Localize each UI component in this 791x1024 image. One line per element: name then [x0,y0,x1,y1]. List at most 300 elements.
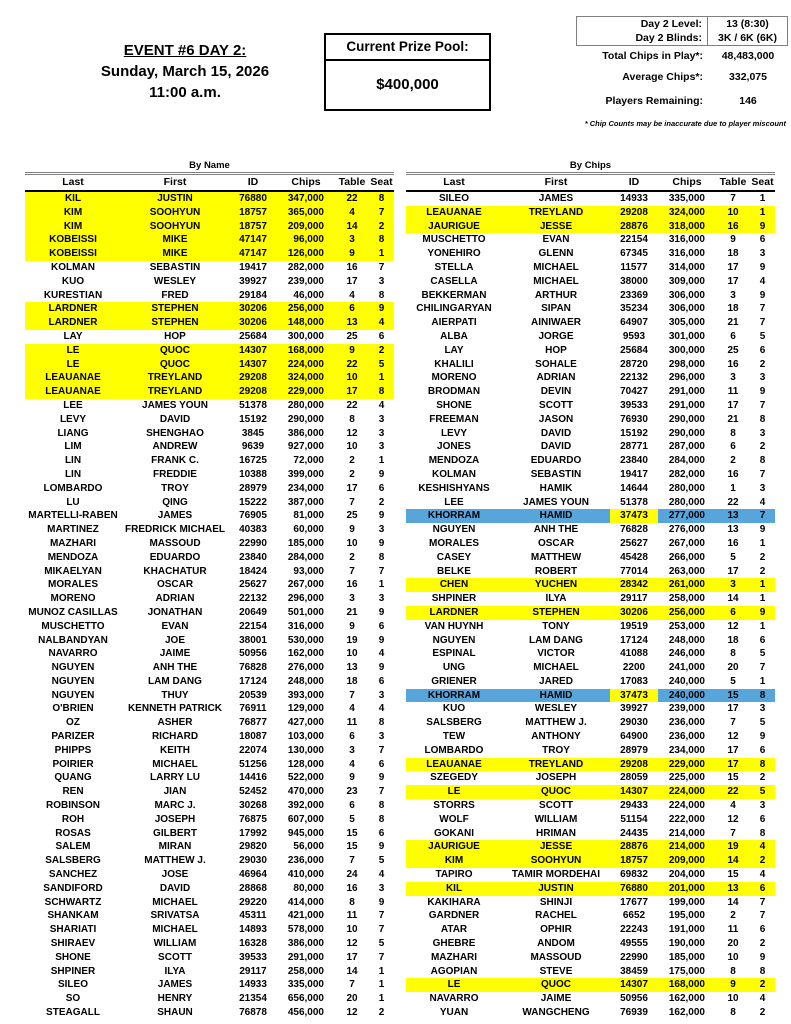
cell-id: 50956 [239,648,267,660]
cell-seat: 2 [750,854,775,868]
cell-chips: 309,000 [668,275,705,287]
table-row [406,661,775,675]
cell-last: KURESTIAN [43,289,103,301]
cell-id: 19417 [620,468,648,480]
header-row [406,174,775,192]
col-header-chips: Chips [277,174,335,192]
table-row [25,882,394,896]
col-header-id: ID [229,174,277,192]
cell-table: 5 [730,551,736,563]
cell-seat: 8 [378,551,385,563]
cell-id: 51378 [239,399,267,411]
cell-first: HOP [164,330,186,342]
cell-table: 16 [346,261,358,273]
cell-table: 23 [346,786,358,798]
cell-first: MIKE [121,247,229,261]
cell-table: 11 [727,386,739,398]
cell-last: SALEM [55,841,91,853]
cell-table: 21 [346,606,358,618]
cell-first: AINIWAER [531,317,581,329]
cell-table: 17 [727,399,739,411]
cell-last: LOMBARDO [43,482,103,494]
cell-id: 30206 [229,302,277,316]
cell-chips: 258,000 [287,965,324,977]
cell-id: 41088 [620,648,648,660]
cell-table: 16 [727,537,739,549]
cell-table: 16 [727,468,739,480]
cell-table: 24 [346,869,358,881]
by-chips-body [406,191,775,1020]
cell-seat: 6 [759,634,766,646]
cell-chips: 234,000 [287,482,324,494]
cell-first: MICHAEL [152,896,198,908]
cell-first: HENRY [157,993,193,1005]
cell-seat: 4 [759,993,766,1005]
cell-seat: 2 [369,220,394,234]
cell-id: 37473 [610,689,658,703]
cell-table: 4 [349,289,355,301]
cell-first: MATTHEW J. [525,717,587,729]
header-row [25,174,394,192]
table-row [406,523,775,537]
cell-chips: 162,000 [287,648,324,660]
cell-first: FREDRICK MICHAEL [125,524,225,536]
cell-seat: 7 [378,786,385,798]
cell-first: MASSOUD [530,951,582,963]
cell-last: REN [62,786,84,798]
cell-chips: 291,000 [668,386,705,398]
cell-last: MORENO [50,593,96,605]
cell-chips: 267,000 [668,537,705,549]
cell-id: 22132 [620,372,648,384]
cell-seat: 5 [750,785,775,799]
col-header-table: Table [716,174,750,192]
table-row [406,840,775,854]
cell-last: NAVARRO [48,648,98,660]
cell-first: DAVID [540,441,572,453]
table-row [25,247,394,261]
cell-seat: 7 [369,206,394,220]
cell-first: STEPHEN [502,606,610,620]
cell-id: 67345 [620,248,648,260]
cell-seat: 1 [378,979,385,991]
table-row [25,909,394,923]
cell-last: SANCHEZ [48,869,98,881]
cell-id: 29117 [239,965,267,977]
cell-seat: 6 [378,827,385,839]
cell-last: LIN [64,468,82,480]
cell-last: SILEO [57,979,88,991]
cell-seat: 7 [759,317,766,329]
table-row [406,675,775,689]
cell-table: 17 [727,703,739,715]
cell-table: 21 [727,317,739,329]
cell-id: 25684 [620,344,648,356]
table-row [406,316,775,330]
prize-pool-label: Current Prize Pool: [326,35,489,61]
table-row [406,344,775,358]
cell-seat: 3 [378,413,385,425]
blinds-row [577,31,787,45]
cell-chips: 263,000 [668,565,705,577]
cell-first: JAMES YOUN [523,496,589,508]
cell-table: 5 [349,813,355,825]
table-row [406,289,775,303]
table-row [406,1006,775,1020]
cell-seat: 4 [369,316,394,330]
cell-chips: 410,000 [287,869,324,881]
cell-first: SRIVATSA [150,910,200,922]
cell-first: JAIME [159,648,191,660]
cell-last: MAZHARI [49,537,97,549]
level-label: Day 2 Level: [640,18,702,30]
cell-seat: 6 [750,882,775,896]
cell-id: 30268 [239,800,267,812]
table-row [406,813,775,827]
cell-last: POIRIER [52,758,94,770]
table-row [25,647,394,661]
cell-table: 7 [730,827,736,839]
cell-id: 28876 [610,220,658,234]
cell-last: ROH [61,813,85,825]
cell-table: 6 [349,731,355,743]
cell-chips: 229,000 [658,758,716,772]
cell-first: DAVID [159,882,191,894]
cell-first: ADRIAN [536,372,576,384]
cell-first: SOOHYUN [121,220,229,234]
cell-table: 3 [730,372,736,384]
by-chips-section [406,160,775,1020]
cell-table: 10 [346,537,358,549]
cell-last: KIL [406,882,502,896]
cell-last: MUSCHETTO [422,234,486,246]
cell-chips: 236,000 [668,731,705,743]
cell-chips: 214,000 [668,827,705,839]
cell-first: STEVE [539,965,573,977]
cell-last: GARDNER [428,910,480,922]
cell-table: 10 [727,993,739,1005]
cell-id: 76875 [239,813,267,825]
cell-last: GRIENER [431,675,477,687]
cell-chips: 387,000 [287,496,324,508]
cell-last: LE [25,358,121,372]
cell-last: TAPIRO [435,869,473,881]
cell-seat: 1 [378,993,385,1005]
cell-first: STEPHEN [121,316,229,330]
cell-seat: 7 [378,565,385,577]
cell-table: 18 [727,248,739,260]
cell-first: EVAN [161,620,189,632]
cell-first: HRIMAN [536,827,576,839]
cell-last: KIM [406,854,502,868]
cell-id: 15192 [239,413,267,425]
cell-id: 18757 [229,220,277,234]
cell-chips: 201,000 [658,882,716,896]
cell-id: 29208 [610,206,658,220]
cell-id: 46964 [239,869,267,881]
table-row [25,385,394,399]
col-header-last: Last [25,174,121,192]
cell-table: 17 [727,744,739,756]
cell-first: ROBERT [534,565,578,577]
cell-chips: 248,000 [287,675,324,687]
table-row [25,896,394,910]
cell-table: 9 [335,247,369,261]
table-row [25,661,394,675]
cell-table: 12 [346,938,358,950]
table-row [406,882,775,896]
table-row [25,275,394,289]
cell-table: 1 [730,482,736,494]
cell-table: 19 [716,840,750,854]
table-row [406,275,775,289]
table-row [406,496,775,510]
table-row [25,261,394,275]
cell-id: 76905 [239,510,267,522]
table-row [406,744,775,758]
cell-table: 15 [727,869,739,881]
cell-first: ILYA [545,593,567,605]
table-row [25,606,394,620]
cell-seat: 3 [759,482,766,494]
cell-seat: 1 [378,579,385,591]
table-row [406,923,775,937]
cell-table: 6 [730,441,736,453]
cell-first: EDUARDO [149,551,201,563]
cell-chips: 290,000 [668,413,705,425]
cell-id: 14307 [229,344,277,358]
table-row [25,813,394,827]
cell-chips: 276,000 [287,662,324,674]
cell-id: 28059 [620,772,648,784]
cell-seat: 4 [759,496,766,508]
cell-chips: 421,000 [287,910,324,922]
table-row [25,454,394,468]
table-row [406,468,775,482]
cell-table: 2 [349,455,355,467]
cell-table: 17 [727,275,739,287]
cell-seat: 3 [378,275,385,287]
cell-table: 12 [346,427,358,439]
cell-first: MICHAEL [533,662,579,674]
cell-first: OPHIR [540,924,572,936]
cell-last: ROSAS [55,827,91,839]
cell-last: LEE [444,496,464,508]
cell-chips: 266,000 [668,551,705,563]
cell-last: LEAUANAE [25,371,121,385]
cell-table: 22 [335,358,369,372]
cell-chips: 324,000 [277,371,335,385]
cell-last: KIL [25,191,121,206]
table-row [25,730,394,744]
cell-seat: 9 [750,220,775,234]
cell-table: 17 [335,385,369,399]
cell-chips: 316,000 [287,620,324,632]
cell-seat: 5 [378,938,385,950]
cell-chips: 72,000 [293,455,324,467]
cell-first: WILLIAM [153,938,197,950]
cell-chips: 185,000 [287,537,324,549]
cell-id: 21354 [239,993,267,1005]
cell-last: MORALES [48,579,98,591]
cell-table: 15 [727,772,739,784]
cell-id: 23369 [620,289,648,301]
cell-chips: 607,000 [287,813,324,825]
cell-first: ILYA [164,965,186,977]
cell-table: 3 [730,289,736,301]
cell-table: 25 [346,330,358,342]
table-row [25,523,394,537]
cell-chips: 287,000 [668,441,705,453]
cell-first: SIPAN [541,303,571,315]
cell-id: 29820 [239,841,267,853]
cell-first: SHAUN [157,1007,193,1019]
cell-table: 11 [346,717,358,729]
cell-chips: 129,000 [287,703,324,715]
cell-id: 76828 [239,662,267,674]
cell-chips: 291,000 [668,399,705,411]
cell-id: 38459 [620,965,648,977]
cell-first: SCOTT [539,800,573,812]
cell-first: JUSTIN [502,882,610,896]
cell-seat: 7 [378,924,385,936]
cell-seat: 3 [759,248,766,260]
cell-id: 6652 [622,910,646,922]
cell-table: 7 [730,193,736,204]
cell-seat: 9 [369,302,394,316]
cell-last: MUSCHETTO [41,620,105,632]
cell-id: 51256 [239,758,267,770]
cell-id: 28720 [620,358,648,370]
cell-seat: 4 [378,648,385,660]
cell-table: 18 [346,675,358,687]
cell-chips: 224,000 [658,785,716,799]
cell-first: QUOC [502,978,610,992]
cell-table: 22 [346,399,358,411]
cell-first: OSCAR [537,537,575,549]
table-row [406,716,775,730]
cell-seat: 2 [759,551,766,563]
cell-seat: 5 [759,648,766,660]
cell-id: 20539 [239,689,267,701]
cell-first: QUOC [121,344,229,358]
cell-last: KOLMAN [432,468,476,480]
cell-last: CASEY [436,551,472,563]
cell-seat: 7 [759,303,766,315]
cell-table: 2 [349,468,355,480]
cell-last: NGUYEN [432,634,476,646]
table-row [406,896,775,910]
cell-last: LEE [63,399,83,411]
average-chips-label: Average Chips*: [622,71,703,83]
cell-seat: 4 [750,840,775,854]
cell-id: 38001 [239,634,267,646]
cell-first: JESSE [502,220,610,234]
cell-table: 17 [716,758,750,772]
table-row [406,261,775,275]
table-row [406,385,775,399]
chip-count-footnote: * Chip Counts may be inaccurate due to player miscount [584,119,786,128]
cell-last: MIKAELYAN [44,565,102,577]
cell-last: YONEHIRO [427,248,481,260]
table-row [406,854,775,868]
cell-chips: 347,000 [277,191,335,206]
cell-last: SHONE [436,399,472,411]
cell-first: STEPHEN [121,302,229,316]
cell-id: 51378 [620,496,648,508]
cell-id: 28979 [620,744,648,756]
table-row [25,840,394,854]
cell-table: 12 [727,813,739,825]
cell-seat: 7 [378,744,385,756]
table-row [25,496,394,510]
cell-first: JESSE [502,840,610,854]
cell-id: 9593 [622,330,646,342]
cell-last: KAKIHARA [427,896,481,908]
cell-table: 9 [335,344,369,358]
cell-first: JAMES [157,510,193,522]
table-row [406,827,775,841]
cell-table: 3 [349,744,355,756]
cell-seat: 6 [759,924,766,936]
event-date: Sunday, March 15, 2026 [100,63,270,80]
cell-seat: 1 [759,193,766,204]
cell-chips: 168,000 [277,344,335,358]
cell-id: 76939 [620,1007,648,1019]
table-row [25,302,394,316]
table-row [25,399,394,413]
by-chips-header [406,174,775,192]
cell-seat: 9 [378,772,385,784]
cell-first: JIAN [163,786,187,798]
table-row [406,758,775,772]
cell-seat: 3 [378,689,385,701]
cell-first: QUOC [121,358,229,372]
cell-last: LE [406,978,502,992]
cell-chips: 261,000 [658,578,716,592]
cell-last: LE [25,344,121,358]
cell-table: 14 [727,896,739,908]
cell-chips: 305,000 [668,317,705,329]
cell-id: 17124 [620,634,648,646]
cell-id: 16725 [239,455,267,467]
cell-first: TONY [542,620,570,632]
cell-seat: 7 [759,662,766,674]
cell-table: 2 [730,455,736,467]
cell-chips: 162,000 [668,1007,705,1019]
cell-id: 47147 [229,247,277,261]
cell-chips: 927,000 [287,441,324,453]
cell-table: 4 [349,703,355,715]
tournament-info-panel [576,16,788,128]
cell-seat: 6 [378,758,385,770]
cell-chips: 414,000 [287,896,324,908]
cell-seat: 1 [759,537,766,549]
cell-last: NAVARRO [429,993,479,1005]
cell-table: 21 [727,413,739,425]
cell-id: 39533 [620,399,648,411]
cell-chips: 248,000 [668,634,705,646]
cell-first: MASSOUD [149,537,201,549]
cell-id: 40383 [239,524,267,536]
table-row [406,634,775,648]
cell-table: 13 [716,882,750,896]
col-header-id: ID [610,174,658,192]
cell-first: JOSE [161,869,189,881]
cell-first: QUOC [502,785,610,799]
cell-table: 17 [346,275,358,287]
cell-chips: 290,000 [287,413,324,425]
